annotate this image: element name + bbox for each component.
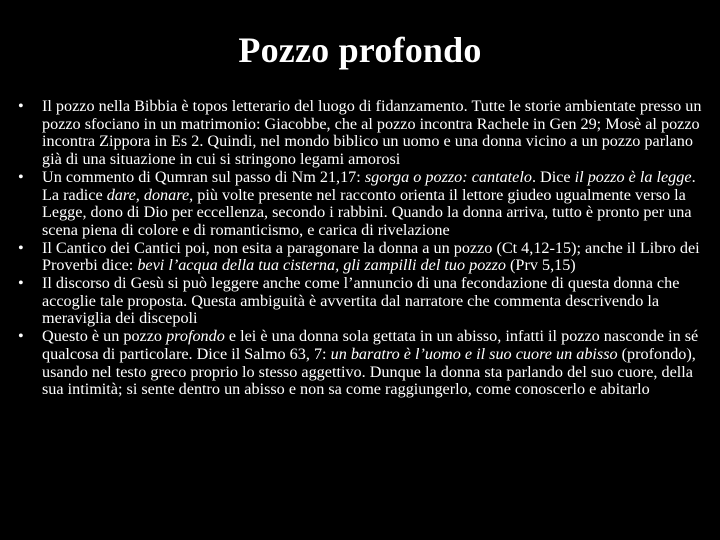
bullet-dot-icon: • bbox=[18, 238, 24, 257]
bullet-item bbox=[18, 275, 704, 328]
bullet-text-italic: il pozzo è la legge bbox=[574, 167, 692, 186]
bullet-text-run: (profondo), usando nel testo greco proprio lo stesso aggettivo. Dunque la donna sta parlando del suo cuore, della sua intimità; si sente dentro un abisso e non sa come raggiungerlo, come conoscerlo e abitarlo bbox=[42, 344, 696, 399]
bullet-text bbox=[42, 239, 700, 275]
bullet-text bbox=[42, 274, 679, 327]
bullet-dot-icon: • bbox=[18, 97, 24, 115]
bullet-item bbox=[18, 240, 704, 275]
bullet-text-italic: bevi l’acqua della tua cisterna, gli zampilli del tuo pozzo bbox=[137, 256, 506, 275]
bullet-item bbox=[18, 328, 704, 399]
bullet-text-italic: dare, donare bbox=[106, 185, 190, 204]
bullet-text-italic: un baratro è l’uomo e il suo cuore un abisso bbox=[330, 344, 618, 363]
bullet-dot-icon: • bbox=[18, 274, 24, 293]
bullet-text-run: Il Cantico dei Cantici poi, non esita a paragonare la donna a un pozzo (Ct 4,12-15); anche il Libro dei Proverbi dice: bbox=[42, 238, 700, 275]
bullet-text-italic: profondo bbox=[166, 327, 225, 346]
bullet-text bbox=[42, 168, 696, 239]
bullet-dot-icon: • bbox=[18, 327, 24, 346]
bullet-list bbox=[18, 98, 704, 399]
bullet-text-run: Il discorso di Gesù si può leggere anche come l’annuncio di una fecondazione di questa donna che accoglie tale proposta. Questa ambiguità è avvertita dal narratore che commenta descrivendo la meraviglia dei discepoli bbox=[42, 274, 680, 328]
bullet-text-run: Questo è un pozzo bbox=[42, 327, 167, 346]
bullet-text-run: e lei è una donna sola gettata in un abisso, infatti il pozzo nasconde in sé qualcosa di particolare. Dice il Salmo 63, 7: bbox=[42, 327, 699, 363]
bullet-text-run: . La radice bbox=[42, 167, 696, 204]
bullet-text-run: Un commento di Qumran sul passo di Nm 21,17: bbox=[42, 167, 365, 186]
bullet-dot-icon: • bbox=[18, 167, 24, 186]
bullet-item bbox=[18, 98, 704, 169]
bullet-text-run: , più volte presente nel racconto orienta il lettore giudeo ugualmente verso la Legge, dono di Dio per eccellenza, secondo i rabbini. Quando la donna arriva, tutto è pronto per una scena piena di colore e di romanticismo, e carica di rivelazione bbox=[42, 185, 692, 239]
bullet-item bbox=[18, 169, 704, 240]
bullet-text-run: Il pozzo nella Bibbia è topos letterario del luogo di fidanzamento. Tutte le storie ambientate presso un pozzo sfociano in un matrimonio: Giacobbe, che al pozzo incontra Rachele in Gen 29; Mosè al pozzo incontra Zippora in Es 2. Quindi, nel mondo biblico un uomo e una donna vicino a un pozzo parlano già di una situazione in cui si stringono legami amorosi bbox=[42, 97, 702, 169]
bullet-text-italic: sgorga o pozzo: cantatelo bbox=[364, 167, 532, 186]
bullet-text bbox=[42, 327, 698, 398]
bullet-text-run: (Prv 5,15) bbox=[506, 256, 576, 275]
slide-title: Pozzo profondo bbox=[238, 30, 482, 70]
bullet-text bbox=[42, 97, 701, 168]
bullet-text-run: . Dice bbox=[531, 167, 575, 186]
